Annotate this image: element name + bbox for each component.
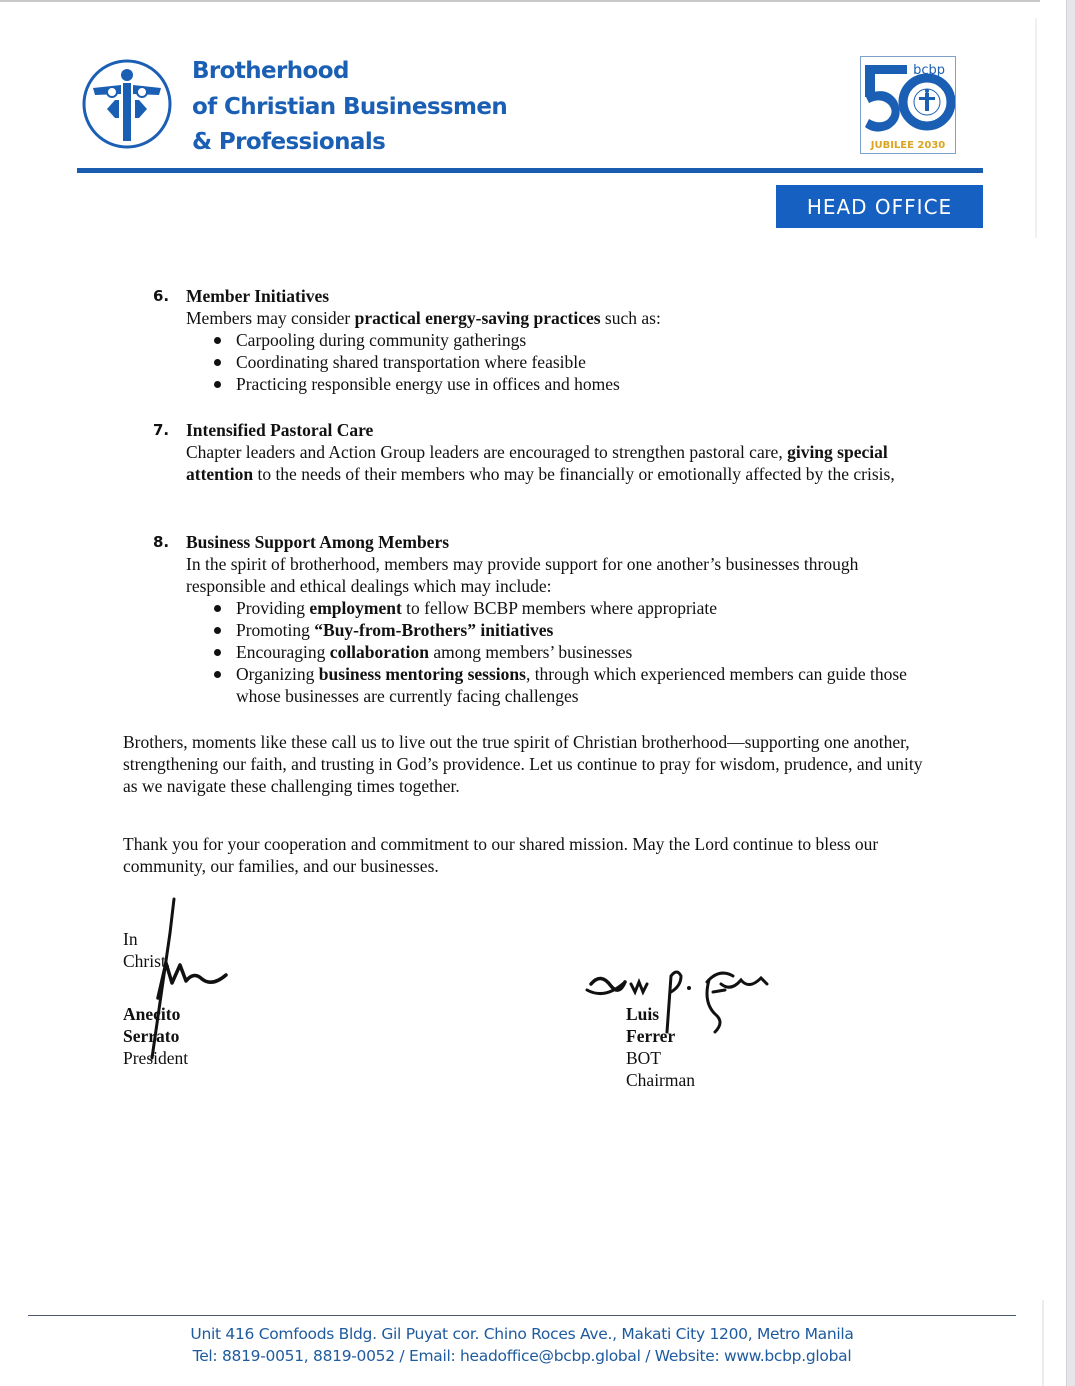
- text-run: Promoting: [236, 620, 315, 640]
- bullet-icon: [214, 649, 221, 656]
- bullet-list: [211, 597, 911, 707]
- text-run: Encouraging: [236, 642, 330, 662]
- list-item: [211, 329, 620, 351]
- section-number: 8.: [153, 533, 170, 551]
- footer-contact: Tel: 8819-0051, 8819-0052 / Email: headoffice@bcbp.global / Website: www.bcbp.global: [192, 1347, 852, 1365]
- list-item: [211, 663, 911, 707]
- office-label: HEAD OFFICE: [776, 185, 983, 228]
- signatory-title: President: [123, 1048, 189, 1068]
- org-name-line: Brotherhood: [192, 58, 349, 84]
- bullet-icon: [214, 359, 221, 366]
- signoff: In Christ,: [123, 929, 171, 971]
- section-paragraph: [186, 553, 936, 597]
- organization-name: [192, 54, 507, 161]
- section-paragraph: [186, 307, 936, 329]
- section-paragraph: [186, 441, 936, 485]
- list-item: [211, 597, 911, 619]
- bcbp-logo-icon: [81, 58, 173, 150]
- jubilee-brand: bcbp: [913, 63, 945, 78]
- jubilee-50-icon: [861, 57, 955, 153]
- section-title: Member Initiatives: [186, 286, 330, 306]
- org-name-line: & Professionals: [192, 129, 386, 155]
- jubilee-badge: [860, 56, 956, 154]
- closing-paragraph: Thank you for your cooperation and commitment to our shared mission. May the Lord continue to bless our community, our families, and our businesses.: [123, 834, 879, 876]
- bullet-list: [211, 329, 620, 395]
- emphasis-text: collaboration: [329, 642, 429, 662]
- list-item: [211, 641, 911, 663]
- text-run: among members’ businesses: [428, 642, 633, 662]
- header-divider: [77, 168, 983, 173]
- text-run: to the needs of their members who may be financially or emotionally affected by the crisis,: [253, 464, 895, 484]
- text-run: , through which experienced members can guide those whose businesses are currently facing challenges: [236, 664, 907, 706]
- bullet-icon: [214, 337, 221, 344]
- signatory-name: Luis Ferrer: [626, 1004, 676, 1046]
- bullet-icon: [214, 605, 221, 612]
- signatory-name: Anecito Serrato: [123, 1004, 181, 1046]
- viewer-scrollbar[interactable]: [1066, 0, 1075, 1386]
- emphasis-text: practical energy-saving practices: [354, 308, 601, 328]
- page-shadow-line: [1042, 1300, 1044, 1386]
- text-run: Members may consider: [186, 308, 355, 328]
- text-run: Coordinating shared transportation where feasible: [236, 352, 586, 372]
- signature-president-icon: [130, 893, 240, 1063]
- bullet-icon: [214, 381, 221, 388]
- footer-divider: [28, 1315, 1016, 1316]
- text-run: Carpooling during community gatherings: [236, 330, 527, 350]
- signatory-title: BOT Chairman: [626, 1048, 696, 1090]
- org-name-line: of Christian Businessmen: [192, 93, 508, 120]
- page-top-edge: [0, 0, 1040, 2]
- jubilee-caption: JUBILEE 2030: [870, 140, 946, 151]
- signature-chairman-icon: [585, 962, 775, 1042]
- list-item: [211, 619, 911, 641]
- section-title: Business Support Among Members: [186, 532, 450, 552]
- text-run: In the spirit of brotherhood, members may provide support for one another’s businesses through responsible and ethical dealings which may include:: [186, 554, 859, 596]
- emphasis-text: giving special attention: [186, 442, 888, 484]
- footer-address: Unit 416 Comfoods Bldg. Gil Puyat cor. Chino Roces Ave., Makati City 1200, Metro Manila: [190, 1325, 854, 1343]
- text-run: such as:: [600, 308, 661, 328]
- emphasis-text: business mentoring sessions: [318, 664, 526, 684]
- text-run: to fellow BCBP members where appropriate: [401, 598, 718, 618]
- list-item: [211, 373, 620, 395]
- bullet-icon: [214, 671, 221, 678]
- text-run: Practicing responsible energy use in offices and homes: [236, 374, 620, 394]
- bullet-icon: [214, 627, 221, 634]
- emphasis-text: “Buy-from-Brothers” initiatives: [314, 620, 554, 640]
- text-run: Chapter leaders and Action Group leaders are encouraged to strengthen pastoral care,: [186, 442, 788, 462]
- text-run: Organizing: [236, 664, 319, 684]
- section-title: Intensified Pastoral Care: [186, 420, 374, 440]
- list-item: [211, 351, 620, 373]
- section-number: 6.: [153, 287, 170, 305]
- section-number: 7.: [153, 421, 170, 439]
- page-shadow-line: [1035, 18, 1037, 238]
- emphasis-text: employment: [309, 598, 402, 618]
- closing-paragraph: Brothers, moments like these call us to live out the true spirit of Christian brotherhood—supporting one another, strengthening our faith, and trusting in God’s providence. Let us continue to pray for wisdom, prudence, and unity as we navigate these challenging times together.: [123, 732, 923, 796]
- text-run: Providing: [236, 598, 310, 618]
